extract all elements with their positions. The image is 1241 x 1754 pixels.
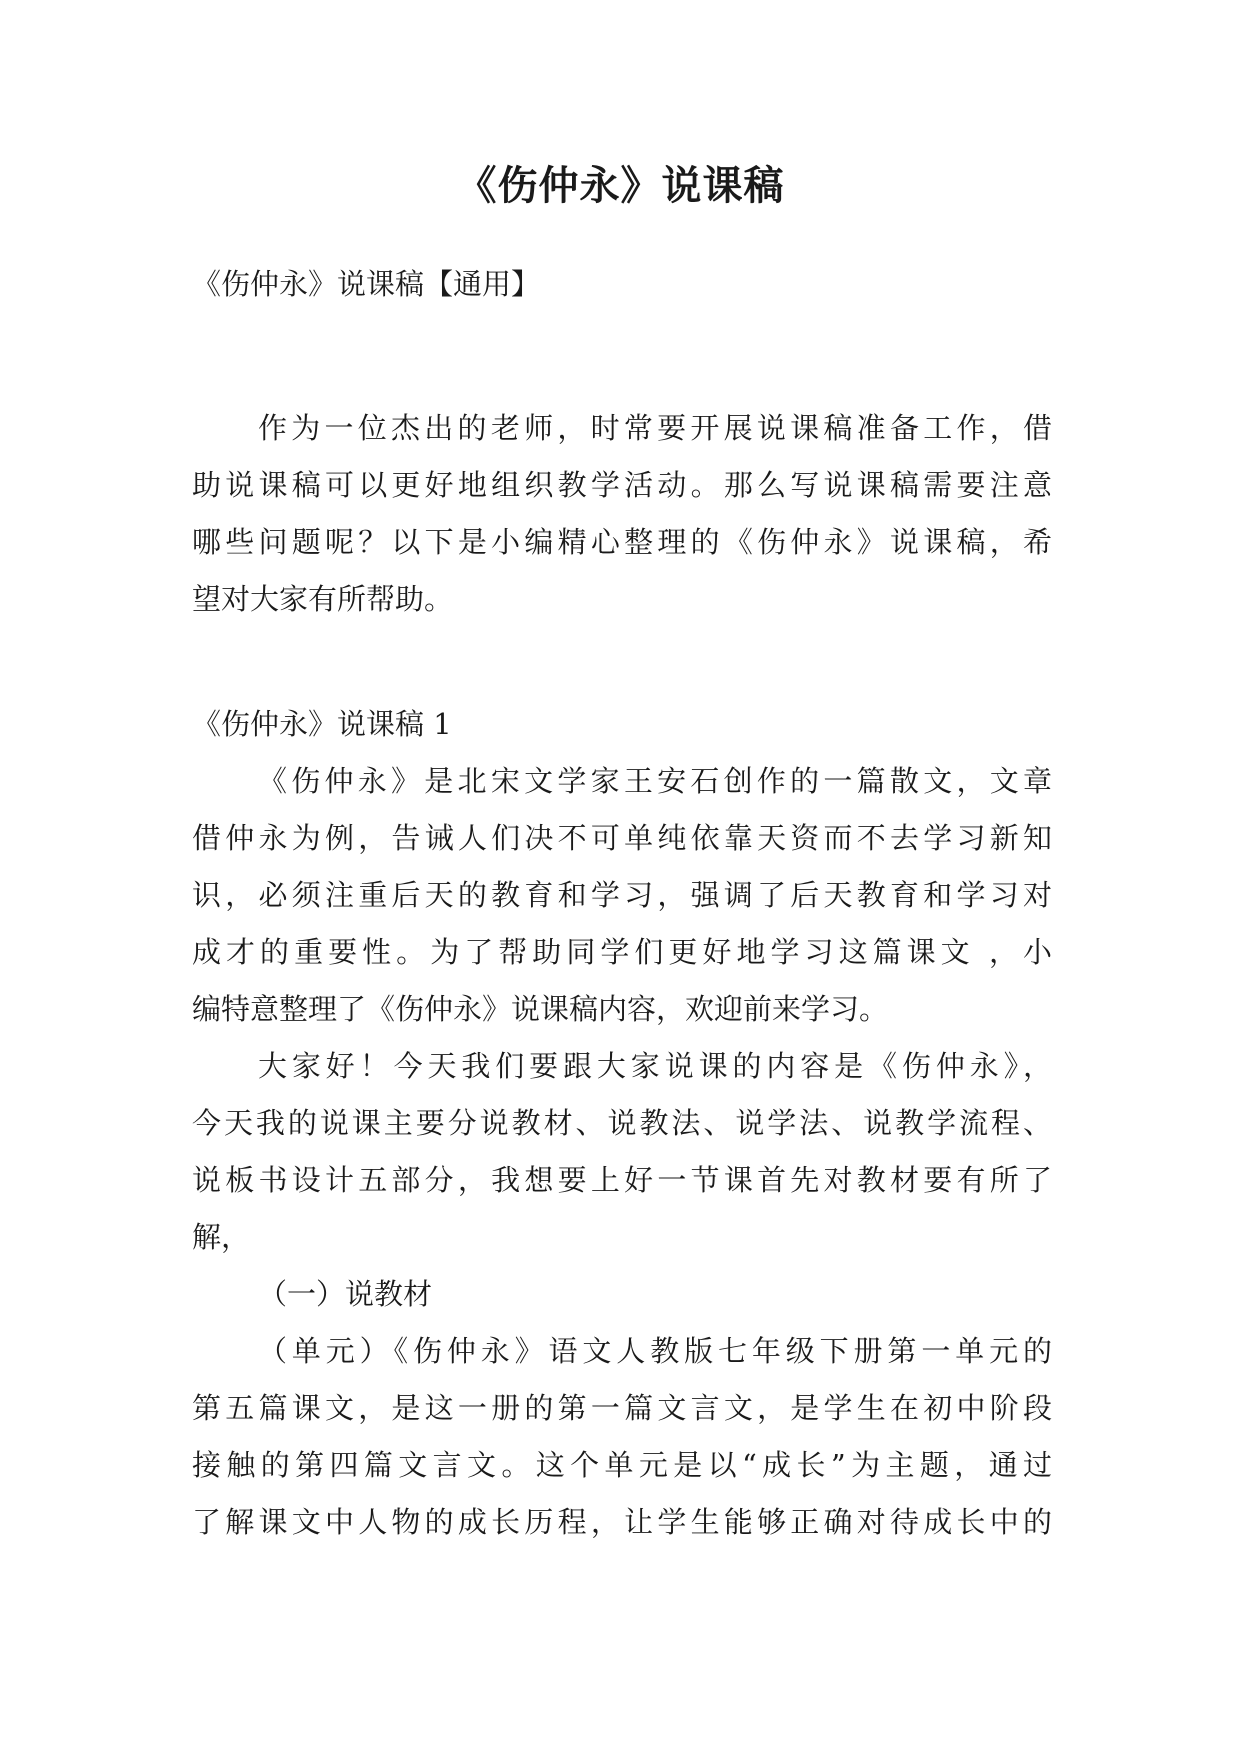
paragraph-line: 解， <box>192 1220 251 1254</box>
intro-line: 哪些问题呢？以下是小编精心整理的《伤仲永》说课稿，希 <box>192 525 1052 559</box>
intro-line: 助说课稿可以更好地组织教学活动。那么写说课稿需要注意 <box>192 468 1052 502</box>
paragraph-line: 《伤仲永》是北宋文学家王安石创作的一篇散文，文章 <box>258 764 1052 798</box>
paragraph-line: 识，必须注重后天的教育和学习，强调了后天教育和学习对 <box>192 878 1052 912</box>
intro-line: 望对大家有所帮助。 <box>192 582 454 616</box>
paragraph-line: 了解课文中人物的成长历程，让学生能够正确对待成长中的 <box>192 1505 1052 1539</box>
paragraph-line: 大家好！今天我们要跟大家说课的内容是《伤仲永》， <box>258 1049 1052 1083</box>
paragraph-line: 编特意整理了《伤仲永》说课稿内容，欢迎前来学习。 <box>192 992 889 1026</box>
paragraph-line: 成才的重要性。为了帮助同学们更好地学习这篇课文 ，小 <box>192 935 1052 969</box>
intro-line: 作为一位杰出的老师，时常要开展说课稿准备工作，借 <box>258 411 1052 445</box>
document-title: 《伤仲永》说课稿 <box>456 163 785 209</box>
paragraph-line: 说板书设计五部分，我想要上好一节课首先对教材要有所了 <box>192 1163 1052 1197</box>
document-subtitle: 《伤仲永》说课稿【通用】 <box>192 267 541 301</box>
paragraph-line: （单元）《伤仲永》语文人教版七年级下册第一单元的 <box>258 1334 1052 1368</box>
section-heading: 《伤仲永》说课稿 1 <box>192 707 452 741</box>
paragraph-line: 今天我的说课主要分说教材、说教法、说学法、说教学流程、 <box>192 1106 1052 1140</box>
subheading: （一）说教材 <box>258 1277 433 1311</box>
paragraph-line: 第五篇课文，是这一册的第一篇文言文，是学生在初中阶段 <box>192 1391 1052 1425</box>
paragraph-line: 借仲永为例，告诫人们决不可单纯依靠天资而不去学习新知 <box>192 821 1052 855</box>
paragraph-line: 接触的第四篇文言文。这个单元是以“成长”为主题，通过 <box>192 1448 1052 1482</box>
